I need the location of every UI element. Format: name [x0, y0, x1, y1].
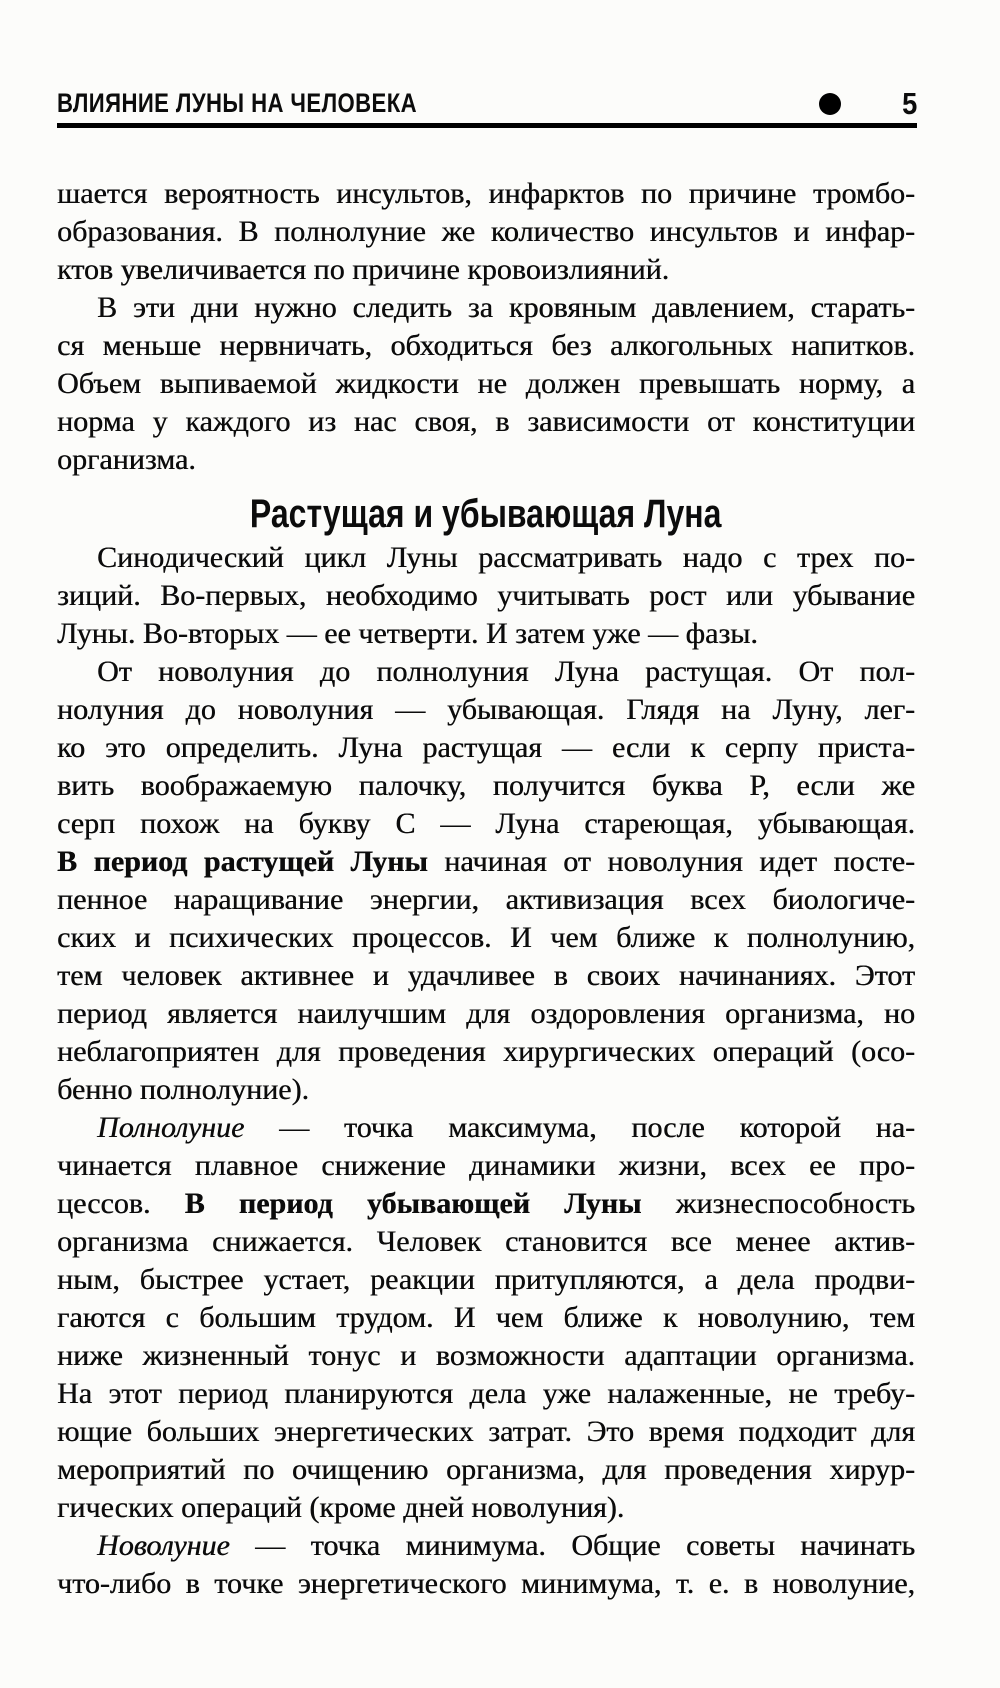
text-line	[57, 881, 915, 919]
text-line	[57, 843, 915, 881]
text-segment: образования. В полнолуние же количество инсультов и инфар-	[57, 215, 915, 248]
text-segment: ным, быстрее устает, реакции притупляются, а дела продви-	[57, 1263, 915, 1296]
text-line	[57, 441, 915, 479]
text-line	[57, 691, 915, 729]
bold-text: В период растущей Луны	[57, 845, 428, 878]
text-segment: чинается плавное снижение динамики жизни, всех ее про-	[57, 1149, 915, 1182]
text-line	[57, 957, 915, 995]
text-segment: Объем выпиваемой жидкости не должен превышать норму, а	[57, 367, 915, 400]
text-segment: серп похож на букву С — Луна стареющая, убывающая.	[57, 807, 915, 840]
text-line	[57, 1299, 915, 1337]
italic-text: Полнолуние	[97, 1111, 245, 1144]
text-segment: В эти дни нужно следить за кровяным давлением, старать-	[97, 291, 915, 324]
text-segment: Синодический цикл Луны рассматривать надо с трех по-	[97, 541, 915, 574]
text-segment: ктов увеличивается по причине кровоизлияний.	[57, 253, 670, 286]
text-segment: — точка максимума, после которой на-	[244, 1111, 915, 1144]
text-line	[57, 1565, 915, 1603]
text-segment: начиная от новолуния идет посте-	[427, 845, 915, 878]
text-line	[57, 1147, 915, 1185]
section-heading-text: Растущая и убывающая Луна	[250, 492, 722, 536]
text-line	[57, 213, 915, 251]
text-segment: неблагоприятен для проведения хирургических операций (осо-	[57, 1035, 915, 1068]
text-segment: организма снижается. Человек становится все менее актив-	[57, 1225, 915, 1258]
text-line	[57, 1223, 915, 1261]
text-line	[57, 1109, 915, 1147]
text-line	[57, 403, 915, 441]
text-segment: На этот период планируются дела уже налаженные, не требу-	[57, 1377, 915, 1410]
bullet-icon	[819, 93, 841, 115]
text-line	[57, 767, 915, 805]
text-line	[57, 1033, 915, 1071]
text-segment: бенно полнолуние).	[57, 1073, 309, 1106]
text-line	[57, 805, 915, 843]
text-segment: Луны. Во-вторых — ее четверти. И затем уже — фазы.	[57, 617, 758, 650]
text-line	[57, 729, 915, 767]
header-rule	[57, 123, 917, 128]
text-line	[57, 995, 915, 1033]
text-segment: ко это определить. Луна растущая — если к серпу приста-	[57, 731, 915, 764]
text-segment: организма.	[57, 443, 196, 476]
text-segment: гаются с большим трудом. И чем ближе к новолунию, тем	[57, 1301, 915, 1334]
text-line	[57, 615, 915, 653]
text-segment: шается вероятность инсультов, инфарктов по причине тромбо-	[57, 177, 915, 210]
text-line	[57, 1413, 915, 1451]
text-segment: жизнеспособность	[641, 1187, 915, 1220]
text-segment: ниже жизненный тонус и возможности адаптации организма.	[57, 1339, 915, 1372]
text-segment: период является наилучшим для оздоровления организма, но	[57, 997, 915, 1030]
text-line	[57, 1375, 915, 1413]
text-segment: тем человек активнее и удачливее в своих начинаниях. Этот	[57, 959, 915, 992]
text-segment: гических операций (кроме дней новолуния).	[57, 1491, 625, 1524]
text-segment: цессов.	[57, 1187, 185, 1220]
text-line	[57, 251, 915, 289]
text-line	[57, 539, 915, 577]
text-segment: нолуния до новолуния — убывающая. Глядя на Луну, лег-	[57, 693, 915, 726]
text-segment: От новолуния до полнолуния Луна растущая. От пол-	[97, 655, 915, 688]
text-line	[57, 1185, 915, 1223]
text-segment: вить воображаемую палочку, получится буква Р, если же	[57, 769, 915, 802]
italic-text: Новолуние	[97, 1529, 230, 1562]
page-body	[57, 175, 915, 1603]
bold-text: В период убывающей Луны	[184, 1187, 642, 1220]
text-line	[57, 175, 915, 213]
text-segment: — точка минимума. Общие советы начинать	[229, 1529, 915, 1562]
text-line	[57, 1071, 915, 1109]
text-line	[57, 1451, 915, 1489]
text-segment: ющие больших энергетических затрат. Это время подходит для	[57, 1415, 915, 1448]
text-line	[57, 289, 915, 327]
text-line	[57, 365, 915, 403]
text-segment: пенное наращивание энергии, активизация всех биологиче-	[57, 883, 915, 916]
text-segment: зиций. Во-первых, необходимо учитывать рост или убывание	[57, 579, 915, 612]
text-segment: мероприятий по очищению организма, для проведения хирур-	[57, 1453, 915, 1486]
section-heading	[57, 491, 915, 537]
text-line	[57, 1261, 915, 1299]
text-line	[57, 919, 915, 957]
text-segment: что-либо в точке энергетического минимума, т. е. в новолуние,	[57, 1567, 915, 1600]
text-line	[57, 653, 915, 691]
text-segment: ся меньше нервничать, обходиться без алкогольных напитков.	[57, 329, 915, 362]
text-line	[57, 1527, 915, 1565]
text-segment: норма у каждого из нас своя, в зависимости от конституции	[57, 405, 915, 438]
text-line	[57, 577, 915, 615]
running-header-title: ВЛИЯНИЕ ЛУНЫ НА ЧЕЛОВЕКА	[57, 88, 418, 118]
text-line	[57, 327, 915, 365]
text-segment: ских и психических процессов. И чем ближе к полнолунию,	[57, 921, 915, 954]
page-number: 5	[901, 86, 917, 121]
text-line	[57, 1489, 915, 1527]
text-line	[57, 1337, 915, 1375]
